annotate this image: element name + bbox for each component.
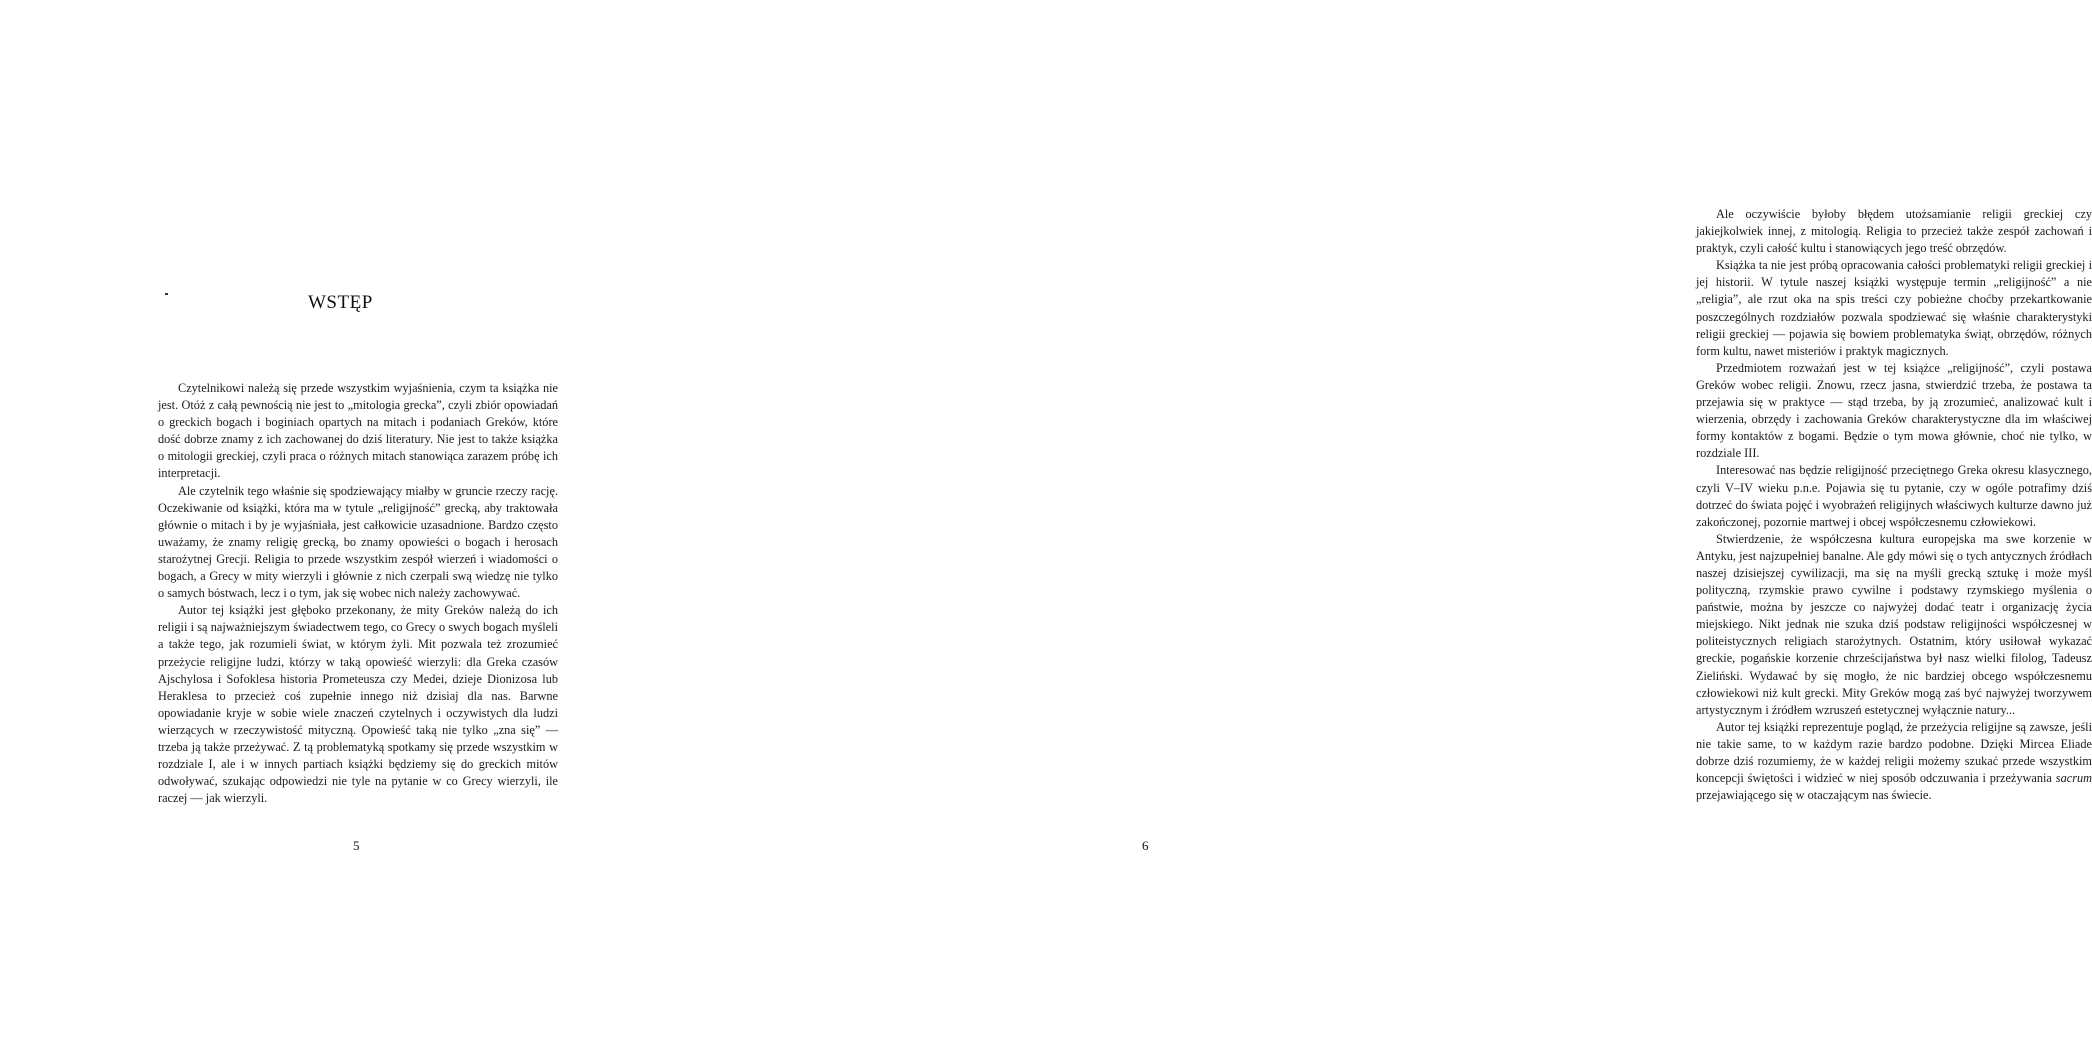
- paragraph: Interesować nas będzie religijność przeciętnego Greka okresu klasycznego, czyli V–IV wieku p.n.e. Pojawia się tu pytanie, czy w ogóle potrafimy dziś dotrzeć do świata pojęć i wyobrażeń religijnych właściwych kulturze dawno już zakończonej, pozornie martwej i obcej współczesnemu człowiekowi.: [1696, 463, 2092, 529]
- paragraph-final: [1696, 719, 2092, 804]
- right-text-block: [1696, 206, 2092, 804]
- paragraph: Przedmiotem rozważań jest w tej książce „religijność”, czyli postawa Greków wobec religii. Znowu, rzecz jasna, stwierdzić trzeba, że postawa ta przejawia się w praktyce — stąd trzeba, by ją zrozumieć, analizować kult i wierzenia, obrzędy i zachowania Greków charakterystyczne dla im właściwej formy kontaktów z bogami. Będzie o tym mowa głównie, choć nie tylko, w rozdziale III.: [1696, 360, 2092, 461]
- paragraph: Ale oczywiście byłoby błędem utożsamianie religii greckiej czy jakiejkolwiek innej, z mitologią. Religia to przecież także zespół zachowań i praktyk, czyli całość kultu i stanowiących jego treść obrzędów.: [1696, 207, 2092, 256]
- stray-mark: [165, 293, 168, 295]
- paragraph: Stwierdzenie, że współczesna kultura europejska ma swe korzenie w Antyku, jest najzupełniej banalne. Ale gdy mówi się o tych antycznych źródłach naszej dzisiejszej cywilizacji, ma się na myśli grecką sztukę i może myśl polityczną, rzymskie prawo cywilne i podstawy rzymskiego myślenia o państwie, można by jeszcze co najwyżej dodać teatr i organizację życia miejskiego. Nikt jednak nie szuka dziś podstaw religijności współczesnej w politeistycznych religiach starożytnych. Ostatnim, który usiłował wykazać greckie, pogańskie korzenie chrześcijaństwa był nasz wielki filolog, Tadeusz Zieliński. Wydawać by się mogło, że nic bardziej obcego współczesnemu człowiekowi niż kult grecki. Mity Greków mogą zaś być najwyżej tworzywem artystycznym i źródłem wzruszeń estetycznej wyłącznie natury...: [1696, 531, 2092, 717]
- paragraph-text: Autor tej książki reprezentuje pogląd, że przeżycia religijne są zawsze, jeśli nie takie same, to w każdym razie bardzo podobne. Dzięki Mircea Eliade dobrze dziś rozumiemy, że w każdej religii możemy szukać przede wszystkim koncepcji świętości i widzieć w niej sposób odczuwania i przeżywania: [1696, 719, 2092, 786]
- right-page: [750, 0, 2092, 1060]
- paragraph: Czytelnikowi należą się przede wszystkim wyjaśnienia, czym ta książka nie jest. Otóż z całą pewnością nie jest to „mitologia grecka”, czyli zbiór opowiadań o greckich bogach i boginiach opartych na mitach i podaniach Greków, które dość dobrze znamy z ich zachowanej do dziś literatury. Nie jest to także książka o mitologii greckiej, czyli praca o różnych mitach stanowiąca zarazem próbę ich interpretacji.: [158, 381, 558, 481]
- page-number: 6: [1142, 838, 1149, 853]
- chapter-title: WSTĘP: [308, 292, 373, 313]
- paragraph-tail: przejawiającego się w otaczającym nas świecie.: [1696, 788, 1932, 803]
- paragraph: Autor tej książki jest głęboko przekonany, że mity Greków należą do ich religii i są najważniejszym świadectwem tego, co Grecy o swych bogach myśleli a także tego, jak rozumieli świat, w którym żyli. Mit pozwala też zrozumieć przeżycie religijne ludzi, którzy w taką opowieść wierzyli: dla Greka czasów Ajschylosa i Sofoklesa historia Prometeusza czy Medei, dzieje Dionizosa lub Heraklesa to przecież coś zupełnie innego niż dzisiaj dla nas. Barwne opowiadanie kryje w sobie wiele znaczeń czytelnych i oczywistych dla ludzi wierzących w rzeczywistość mityczną. Opowieść taką nie tylko „zna się” — trzeba ją także przeżywać. Z tą problematyką spotkamy się przede wszystkim w rozdziale I, ale i w innych partiach książki będziemy się do greckich mitów odwoływać, szukając odpowiedzi nie tyle na pytanie w co Grecy wierzyli, ile raczej — jak wierzyli.: [158, 603, 558, 806]
- sacrum-term: sacrum: [2055, 771, 2092, 786]
- page-number: 5: [353, 838, 360, 853]
- left-text-block: [158, 380, 558, 807]
- paragraph: Ale czytelnik tego właśnie się spodziewający miałby w gruncie rzeczy rację. Oczekiwanie od książki, która ma w tytule „religijność” grecką, aby traktowała głównie o mitach i by je wyjaśniała, jest całkowicie uzasadnione. Bardzo często uważamy, że znamy religię grecką, bo znamy opowieści o bogach i herosach starożytnej Grecji. Religia to przede wszystkim zespół wierzeń i wiadomości o bogach, a Grecy w mity wierzyli i głównie z nich czerpali swą wiedzę nie tylko o samych bóstwach, lecz i o tym, jak się wobec nich należy zachowywać.: [158, 483, 558, 601]
- left-page: [0, 0, 750, 1060]
- paragraph: Książka ta nie jest próbą opracowania całości problematyki religii greckiej i jej historii. W tytule naszej książki występuje termin „religijność” a nie „religia”, ale rzut oka na spis treści czy pobieżne choćby przekartkowanie poszczególnych rozdziałów pozwala spodziewać się właśnie charakterystyki religii greckiej — pojawia się bowiem problematyka świąt, obrzędów, różnych form kultu, nawet misteriów i praktyk magicznych.: [1696, 258, 2092, 358]
